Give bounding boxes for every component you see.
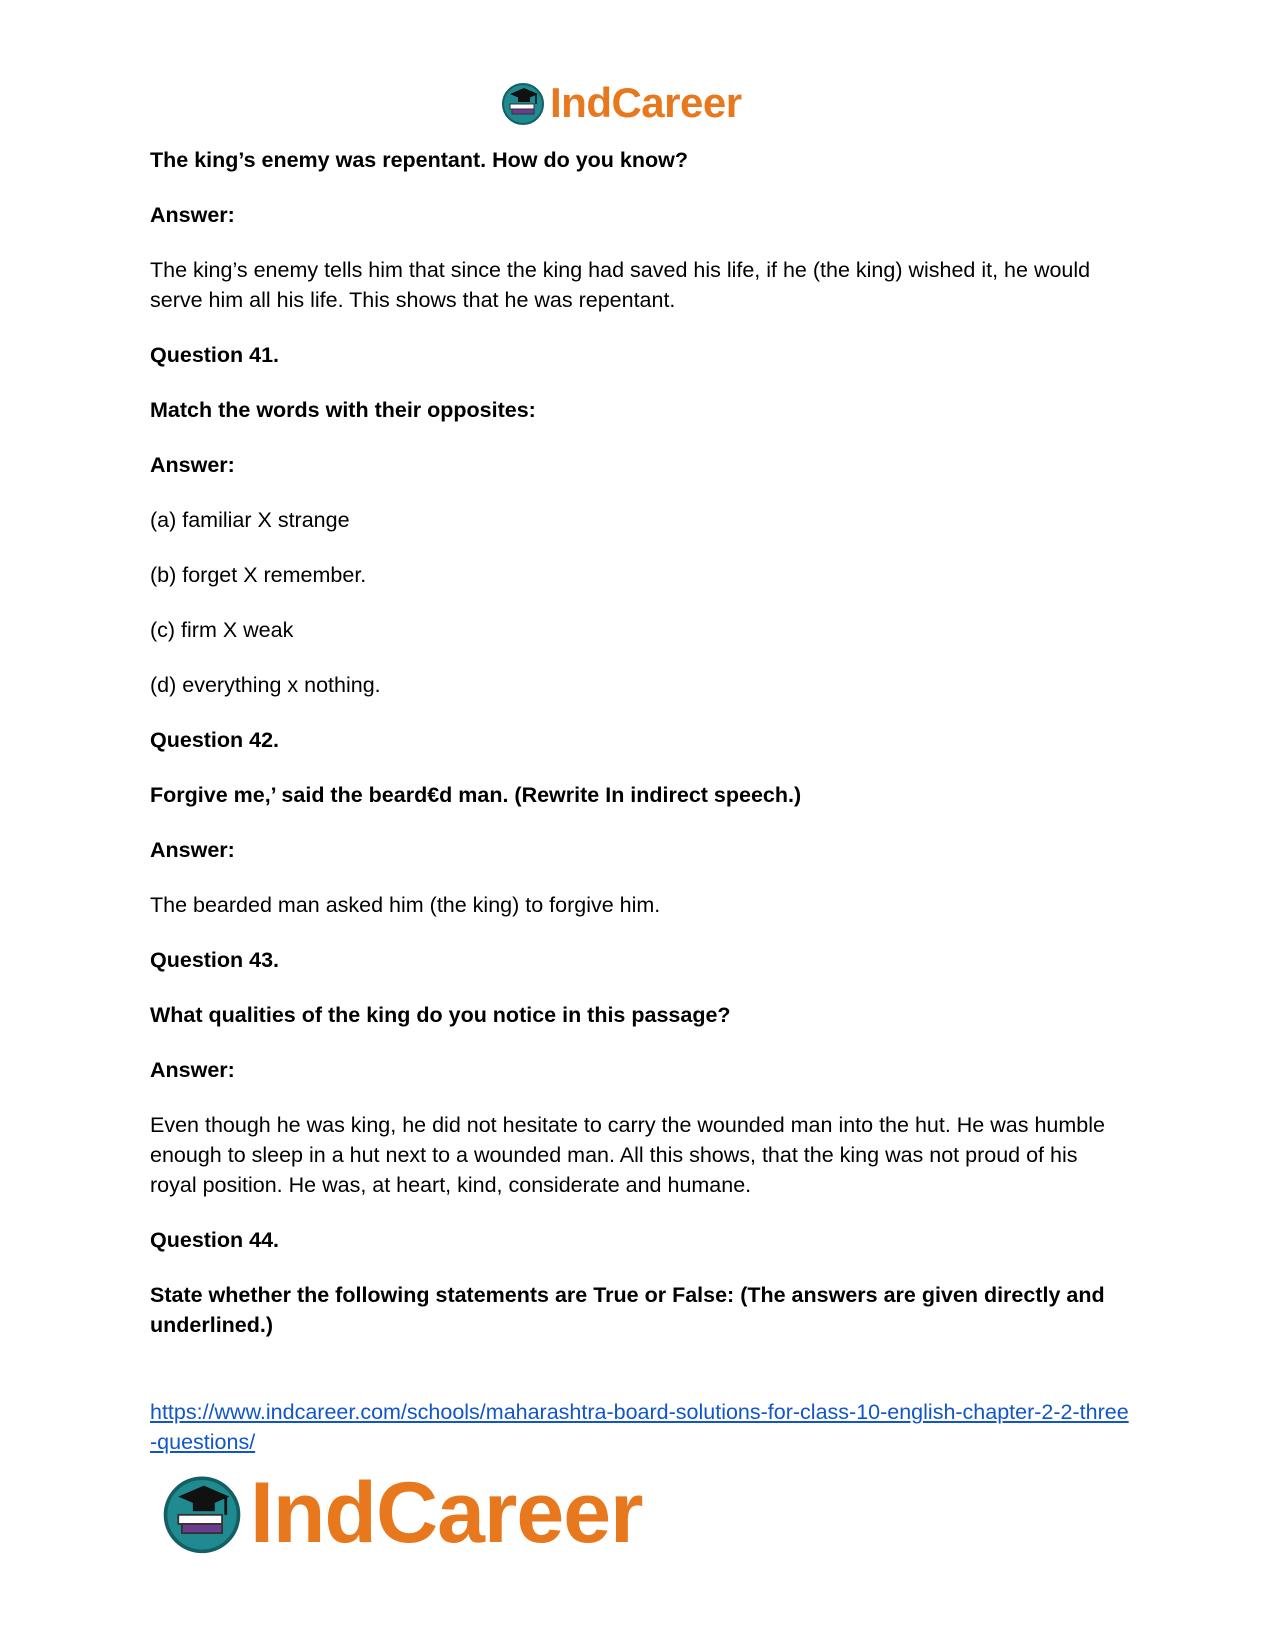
answer-text: The bearded man asked him (the king) to forgive him. bbox=[150, 893, 661, 917]
source-url-link[interactable]: https://www.indcareer.com/schools/maharashtra-board-solutions-for-class-10-english-chapter-2-2-three-questions/ bbox=[150, 1400, 1129, 1454]
answer-label: Answer: bbox=[150, 203, 235, 227]
answer-text: (a) familiar X strange bbox=[150, 508, 350, 532]
question-number: Question 41. bbox=[150, 343, 280, 367]
book-graduation-cap-icon bbox=[160, 1471, 244, 1555]
footer-logo bbox=[160, 1464, 643, 1561]
brand-wordmark: IndCareer bbox=[550, 79, 742, 126]
question-text: Match the words with their opposites: bbox=[150, 398, 536, 422]
header-logo bbox=[500, 78, 742, 128]
answer-label: Answer: bbox=[150, 453, 235, 477]
answer-text: The king’s enemy tells him that since the king had saved his life, if he (the king) wished it, he would serve him all his life. This shows that he was repentant. bbox=[150, 258, 1091, 312]
answer-text: (c) firm X weak bbox=[150, 618, 294, 642]
answer-label: Answer: bbox=[150, 838, 235, 862]
question-number: Question 42. bbox=[150, 728, 280, 752]
question-number: Question 44. bbox=[150, 1228, 280, 1252]
answer-text: (d) everything x nothing. bbox=[150, 673, 381, 697]
question-text: State whether the following statements are True or False: (The answers are given directly and underlined.) bbox=[150, 1283, 1105, 1337]
answer-text: (b) forget X remember. bbox=[150, 563, 367, 587]
question-text: What qualities of the king do you notice in this passage? bbox=[150, 1003, 731, 1027]
answer-label: Answer: bbox=[150, 1058, 235, 1082]
document-body bbox=[150, 145, 1130, 1365]
book-graduation-cap-icon bbox=[500, 80, 546, 126]
question-text: The king’s enemy was repentant. How do you know? bbox=[150, 148, 688, 172]
question-number: Question 43. bbox=[150, 948, 280, 972]
answer-text: Even though he was king, he did not hesitate to carry the wounded man into the hut. He was humble enough to sleep in a hut next to a wounded man. All this shows, that the king was not proud of his royal position. He was, at heart, kind, considerate and humane. bbox=[150, 1113, 1105, 1197]
brand-wordmark: IndCareer bbox=[250, 1464, 643, 1561]
question-text: Forgive me,’ said the beard€d man. (Rewrite In indirect speech.) bbox=[150, 783, 802, 807]
